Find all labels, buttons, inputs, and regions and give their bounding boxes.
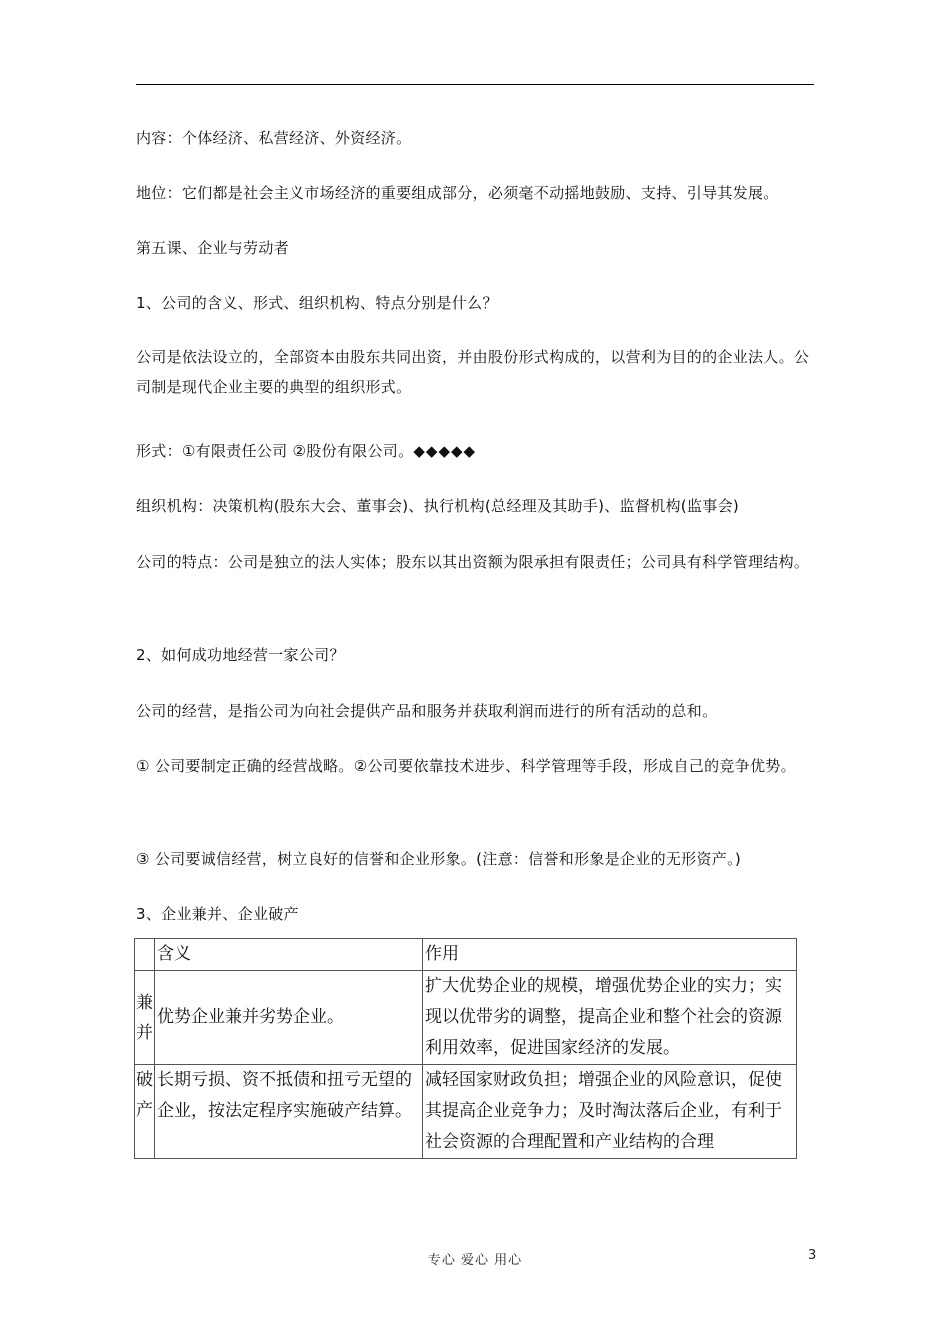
header-effect: 作用 [423, 939, 797, 971]
organization-structure: 组织机构：决策机构(股东大会、董事会)、执行机构(总经理及其助手)、监督机构(监事会) [136, 497, 740, 515]
table-header-row [135, 939, 797, 971]
bankruptcy-meaning: 长期亏损、资不抵债和扭亏无望的企业，按法定程序实施破产结算。 [155, 1065, 423, 1159]
merger-effect: 扩大优势企业的规模，增强优势企业的实力；实现以优带劣的调整，提高企业和整个社会的资源利用效率，促进国家经济的发展。 [423, 971, 797, 1065]
question-1: 1、公司的含义、形式、组织机构、特点分别是什么？ [136, 294, 498, 312]
company-forms [136, 436, 816, 466]
merger-meaning: 优势企业兼并劣势企业。 [155, 971, 423, 1065]
header-meaning: 含义 [155, 939, 423, 971]
lesson-title: 第五课、企业与劳动者 [136, 239, 290, 257]
table-row [135, 971, 797, 1065]
table-row [135, 1065, 797, 1159]
header-empty-cell [135, 939, 155, 971]
row-label-bankruptcy: 破产 [135, 1065, 155, 1159]
footer-motto: 专心 爱心 用心 [427, 1253, 523, 1268]
diamond-marks: ◆◆◆◆◆ [413, 442, 477, 460]
bankruptcy-effect: 减轻国家财政负担；增强企业的风险意识，促使其提高企业竞争力；及时淘汰落后企业，有利于社会资源的合理配置和产业结构的合理 [423, 1065, 797, 1159]
operation-definition: 公司的经营，是指公司为向社会提供产品和服务并获取利润而进行的所有活动的总和。 [136, 702, 718, 720]
question-3: 3、企业兼并、企业破产 [136, 905, 299, 923]
company-definition: 公司是依法设立的，全部资本由股东共同出资，并由股份形式构成的，以营利为目的的企业法人。公司制是现代企业主要的典型的组织形式。 [136, 348, 810, 396]
page-number: 3 [808, 1248, 817, 1263]
merger-bankruptcy-table [134, 938, 797, 1159]
status-line: 地位：它们都是社会主义市场经济的重要组成部分，必须毫不动摇地鼓励、支持、引导其发展。 [136, 184, 779, 202]
points-1-2: ① 公司要制定正确的经营战略。②公司要依靠技术进步、科学管理等手段，形成自己的竞争优势。 [136, 757, 796, 775]
row-label-merger: 兼并 [135, 971, 155, 1065]
question-2: 2、如何成功地经营一家公司？ [136, 646, 345, 664]
header-rule [136, 84, 814, 85]
content-line: 内容：个体经济、私营经济、外资经济。 [136, 129, 412, 147]
point-3: ③ 公司要诚信经营，树立良好的信誉和企业形象。(注意：信誉和形象是企业的无形资产。) [136, 850, 742, 868]
company-features: 公司的特点：公司是独立的法人实体；股东以其出资额为限承担有限责任；公司具有科学管理结构。 [136, 553, 810, 571]
forms-text: 形式：①有限责任公司 ②股份有限公司。 [136, 442, 414, 460]
